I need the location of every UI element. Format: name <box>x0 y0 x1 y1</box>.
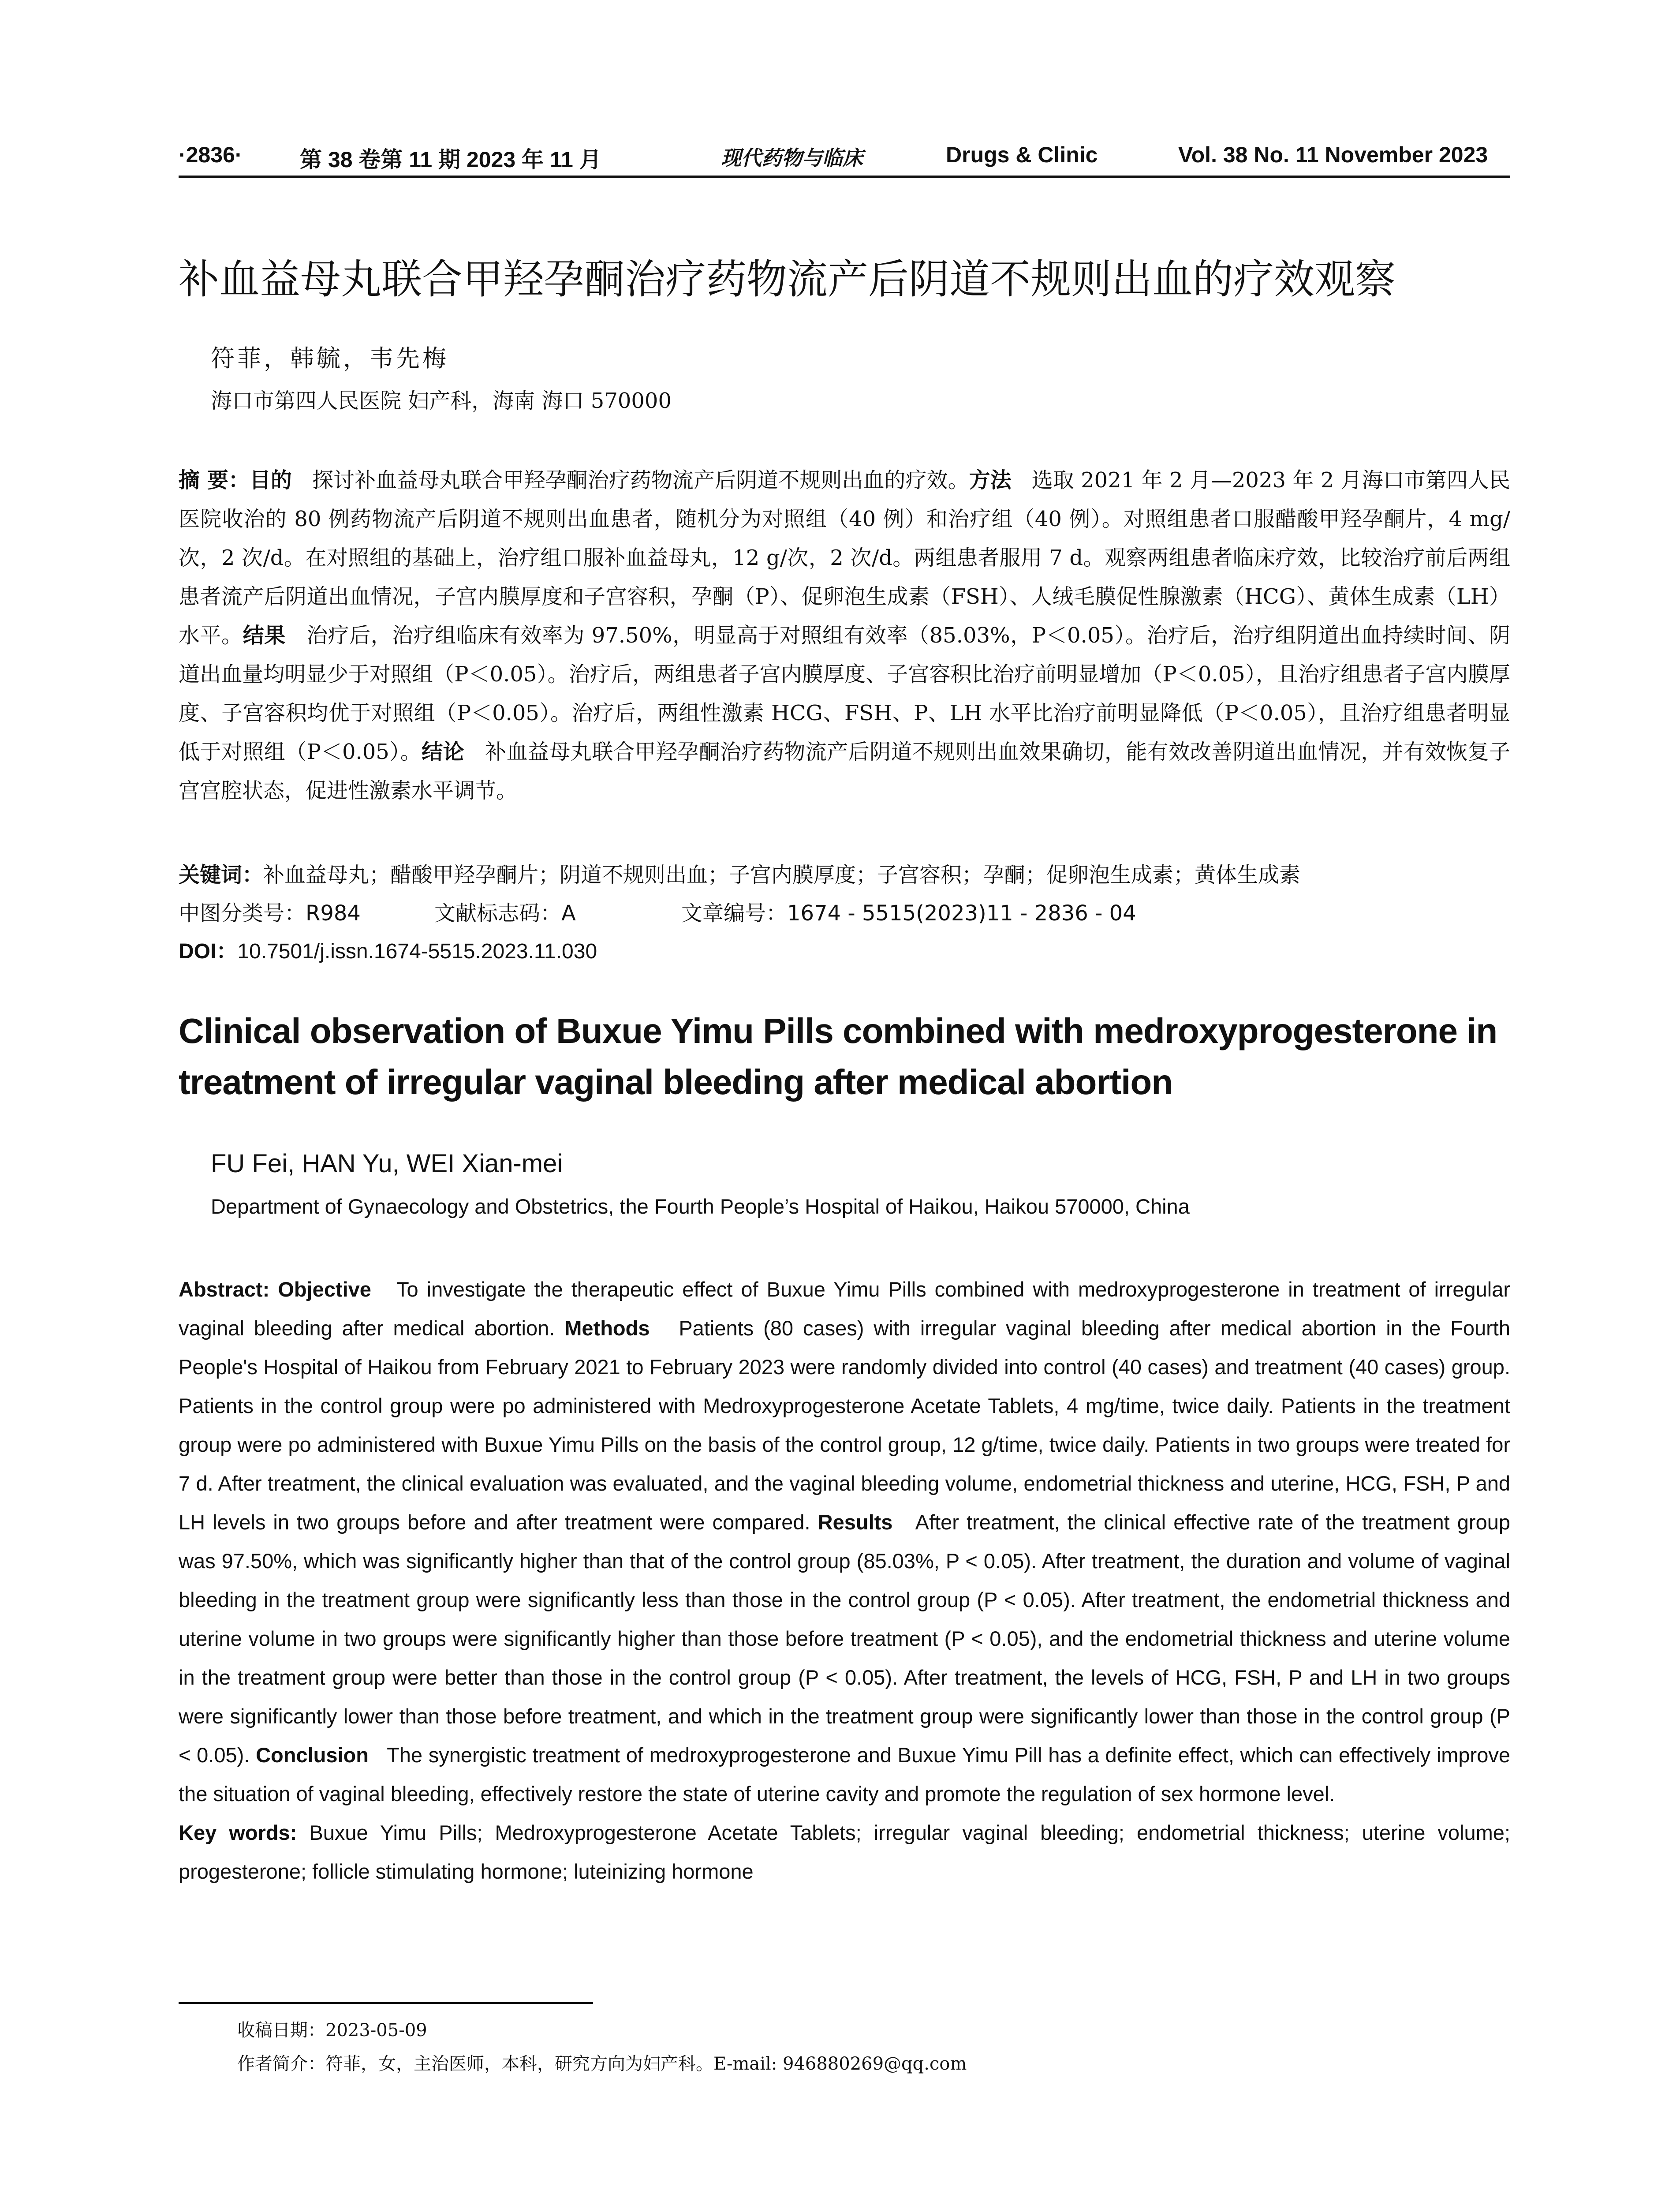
en-objective-label: Objective <box>278 1278 371 1301</box>
en-abstract-label: Abstract: <box>179 1278 270 1301</box>
cn-objective-label: 目的 <box>249 468 292 493</box>
en-title: Clinical observation of Buxue Yimu Pills combined with medroxyprogesterone in treatment of irregular vaginal bleeding after medical abortion <box>179 1011 1497 1102</box>
cn-authors: 符菲，韩毓，韦先梅 <box>211 344 449 372</box>
cn-conclusion: 补血益母丸联合甲羟孕酮治疗药物流产后阴道不规则出血效果确切，能有效改善阴道出血情况，并有效恢复子宫宫腔状态，促进性激素水平调节。 <box>179 740 1510 803</box>
header-rule <box>179 176 1510 178</box>
journal-cn: 现代药物与临床 <box>721 146 863 170</box>
cn-methods: 选取 2021 年 2 月—2023 年 2 月海口市第四人民医院收治的 80 例药物流产后阴道不规则出血患者，随机分为对照组（40 例）和治疗组（40 例）。对照组患者口服醋酸甲羟孕酮片，4 mg/次，2 次/d。在对照组的基础上，治疗组口服补血益母丸，12 g/次，2 次/d。两组患者服用 7 d。观察两组患者临床疗效，比较治疗前后两组患者流产后阴道出血情况，子宫内膜厚度和子宫容积，孕酮（P）、促卵泡生成素（FSH）、人绒毛膜促性腺激素（HCG）、黄体生成素（LH）水平。 <box>179 468 1510 648</box>
cn-title: 补血益母丸联合甲羟孕酮治疗药物流产后阴道不规则出血的疗效观察 <box>179 256 1396 303</box>
en-abstract <box>179 1270 1510 1891</box>
cn-methods-label: 方法 <box>969 468 1012 493</box>
en-results-label: Results <box>818 1510 893 1534</box>
cn-keywords-label: 关键词： <box>179 863 264 887</box>
received-date: 收稿日期：2023-05-09 <box>237 2020 427 2041</box>
cn-clc: 中图分类号：R984 <box>179 901 361 926</box>
cn-article-no: 文章编号：1674 - 5515(2023)11 - 2836 - 04 <box>681 901 1136 926</box>
cn-abstract-label: 摘 要： <box>179 468 250 493</box>
cn-keywords: 补血益母丸；醋酸甲羟孕酮片；阴道不规则出血；子宫内膜厚度；子宫容积；孕酮；促卵泡生成素；黄体生成素 <box>263 863 1301 887</box>
footnote-rule <box>179 2002 593 2004</box>
doi-link[interactable]: 10.7501/j.issn.1674-5515.2023.11.030 <box>237 940 597 963</box>
en-authors: FU Fei, HAN Yu, WEI Xian-mei <box>211 1149 563 1178</box>
cn-abstract <box>179 461 1510 810</box>
en-methods: Patients (80 cases) with irregular vaginal bleeding after medical abortion in the Fourth People's Hospital of Haikou from February 2021 to February 2023 were randomly divided into control (40 cases) and treatment (40 cases) group. Patients in the control group were po administered with Medroxyprogesterone Acetate Tablets, 4 mg/time, twice daily. Patients in the treatment group were po administered with Buxue Yimu Pills on the basis of the control group, 12 g/time, twice daily. Patients in two groups were treated for 7 d. After treatment, the clinical evaluation was evaluated, and the vaginal bleeding volume, endometrial thickness and uterine, HCG, FSH, P and LH levels in two groups before and after treatment were compared. <box>179 1316 1511 1534</box>
cn-results-label: 结果 <box>243 623 286 648</box>
journal-en: Drugs & Clinic <box>946 142 1098 167</box>
cn-results: 治疗后，治疗组临床有效率为 97.50%，明显高于对照组有效率（85.03%，P＜0.05）。治疗后，治疗组阴道出血持续时间、阴道出血量均明显少于对照组（P＜0.05）。治疗后，两组患者子宫内膜厚度、子宫容积比治疗前明显增加（P＜0.05），且治疗组患者子宫内膜厚度、子宫容积均优于对照组（P＜0.05）。治疗后，两组性激素 HCG、FSH、P、LH 水平比治疗前明显降低（P＜0.05），且治疗组患者明显低于对照组（P＜0.05）。 <box>179 623 1510 764</box>
cn-meta-line <box>179 896 1136 927</box>
issue-en: Vol. 38 No. 11 November 2023 <box>1178 142 1488 167</box>
en-conclusion: The synergistic treatment of medroxyprogesterone and Buxue Yimu Pill has a definite effect, which can effectively improve the situation of vaginal bleeding, effectively restore the state of uterine cavity and promote the regulation of sex hormone level. <box>179 1743 1510 1805</box>
cn-conclusion-label: 结论 <box>422 740 465 764</box>
en-results: After treatment, the clinical effective rate of the treatment group was 97.50%, which was significantly higher than that of the control group (85.03%, P < 0.05). After treatment, the duration and volume of vaginal bleeding in the treatment group were significantly less than those in the control group (P < 0.05). After treatment, the endometrial thickness and uterine volume in two groups were significantly higher than those before treatment (P < 0.05), and the endometrial thickness and uterine volume in the treatment group were better than those in the control group (P < 0.05). After treatment, the levels of HCG, FSH, P and LH in two groups were significantly lower than those before treatment, and which in the treatment group were significantly lower than those in the control group (P < 0.05). <box>179 1510 1510 1767</box>
en-keywords-label: Key words: <box>179 1821 297 1844</box>
page-marker: ·2836· <box>179 142 243 167</box>
cn-affiliation: 海口市第四人民医院 妇产科，海南 海口 570000 <box>211 389 672 413</box>
author-info: 作者简介：符菲，女，主治医师，本科，研究方向为妇产科。E-mail: 946880269@qq.com <box>237 2054 967 2074</box>
issue-cn: 第 38 卷第 11 期 2023 年 11 月 <box>300 147 601 172</box>
en-objective: To investigate the therapeutic effect of Buxue Yimu Pills combined with medroxyprogesterone in treatment of irregular vaginal bleeding after medical abortion. <box>179 1278 1510 1340</box>
en-methods-label: Methods <box>564 1316 650 1340</box>
en-keywords: Buxue Yimu Pills; Medroxyprogesterone Acetate Tablets; irregular vaginal bleeding; endometrial thickness; uterine volume; progesterone; follicle stimulating hormone; luteinizing hormone <box>179 1821 1510 1883</box>
en-conclusion-label: Conclusion <box>256 1743 369 1767</box>
en-affiliation: Department of Gynaecology and Obstetrics, the Fourth People’s Hospital of Haikou, Haikou 570000, China <box>211 1195 1190 1218</box>
cn-keywords-line <box>179 858 1300 888</box>
doi-line <box>179 934 597 964</box>
doi-label: DOI： <box>179 940 238 963</box>
cn-doc-code: 文献标志码：A <box>434 901 576 926</box>
cn-objective: 探讨补血益母丸联合甲羟孕酮治疗药物流产后阴道不规则出血的疗效。 <box>312 468 969 493</box>
